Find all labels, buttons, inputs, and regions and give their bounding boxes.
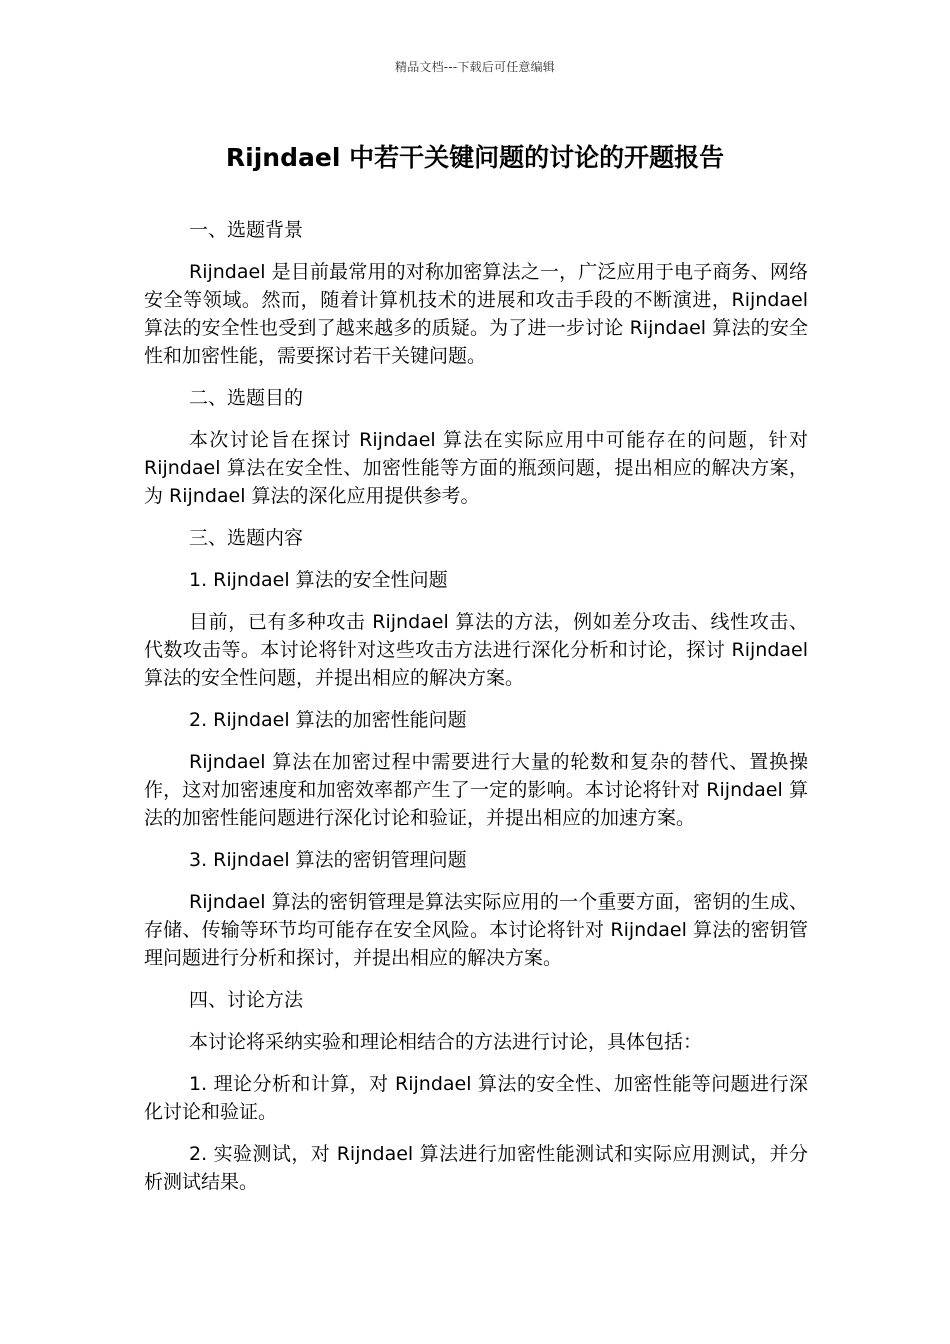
paragraph-method-experiment: 2. 实验测试，对 Rijndael 算法进行加密性能测试和实际应用测试，并分析测试结果。 — [144, 1143, 808, 1193]
paragraph-performance: Rijndael 算法在加密过程中需要进行大量的轮数和复杂的替代、置换操作，这对加密速度和加密效率都产生了一定的影响。本讨论将针对 Rijndael 算法的加密性能问题进行深化讨论和验证，并提出相应的加速方案。 — [144, 751, 808, 829]
paragraph-security: 目前，已有多种攻击 Rijndael 算法的方法，例如差分攻击、线性攻击、代数攻击等。本讨论将针对这些攻击方法进行深化分析和讨论，探讨 Rijndael 算法的安全性问题，并提出相应的解决方案。 — [144, 611, 808, 689]
section-heading-methods: 四、讨论方法 — [189, 989, 304, 1011]
document-title: Rijndael 中若干关键问题的讨论的开题报告 — [225, 143, 725, 172]
paragraph-purpose: 本次讨论旨在探讨 Rijndael 算法在实际应用中可能存在的问题，针对 Rijndael 算法在安全性、加密性能等方面的瓶颈问题，提出相应的解决方案，为 Rijndael 算法的深化应用提供参考。 — [144, 429, 808, 507]
document-body — [144, 216, 808, 1210]
subheading-performance: 2. Rijndael 算法的加密性能问题 — [189, 709, 467, 731]
header-note: 精品文档---下载后可任意编辑 — [395, 60, 555, 74]
paragraph-key-management: Rijndael 算法的密钥管理是算法实际应用的一个重要方面，密钥的生成、存储、传输等环节均可能存在安全风险。本讨论将针对 Rijndael 算法的密钥管理问题进行分析和探讨，并提出相应的解决方案。 — [144, 891, 808, 969]
paragraph-method-theory: 1. 理论分析和计算，对 Rijndael 算法的安全性、加密性能等问题进行深化讨论和验证。 — [144, 1073, 808, 1123]
section-heading-background: 一、选题背景 — [189, 219, 304, 241]
paragraph-methods-intro: 本讨论将采纳实验和理论相结合的方法进行讨论，具体包括： — [189, 1031, 703, 1053]
section-heading-content: 三、选题内容 — [189, 527, 304, 549]
paragraph-background: Rijndael 是目前最常用的对称加密算法之一，广泛应用于电子商务、网络安全等领域。然而，随着计算机技术的进展和攻击手段的不断演进，Rijndael 算法的安全性也受到了越来越多的质疑。为了进一步讨论 Rijndael 算法的安全性和加密性能，需要探讨若干关键问题。 — [144, 261, 808, 367]
section-heading-purpose: 二、选题目的 — [189, 387, 304, 409]
subheading-key-management: 3. Rijndael 算法的密钥管理问题 — [189, 849, 467, 871]
subheading-security: 1. Rijndael 算法的安全性问题 — [189, 569, 448, 591]
